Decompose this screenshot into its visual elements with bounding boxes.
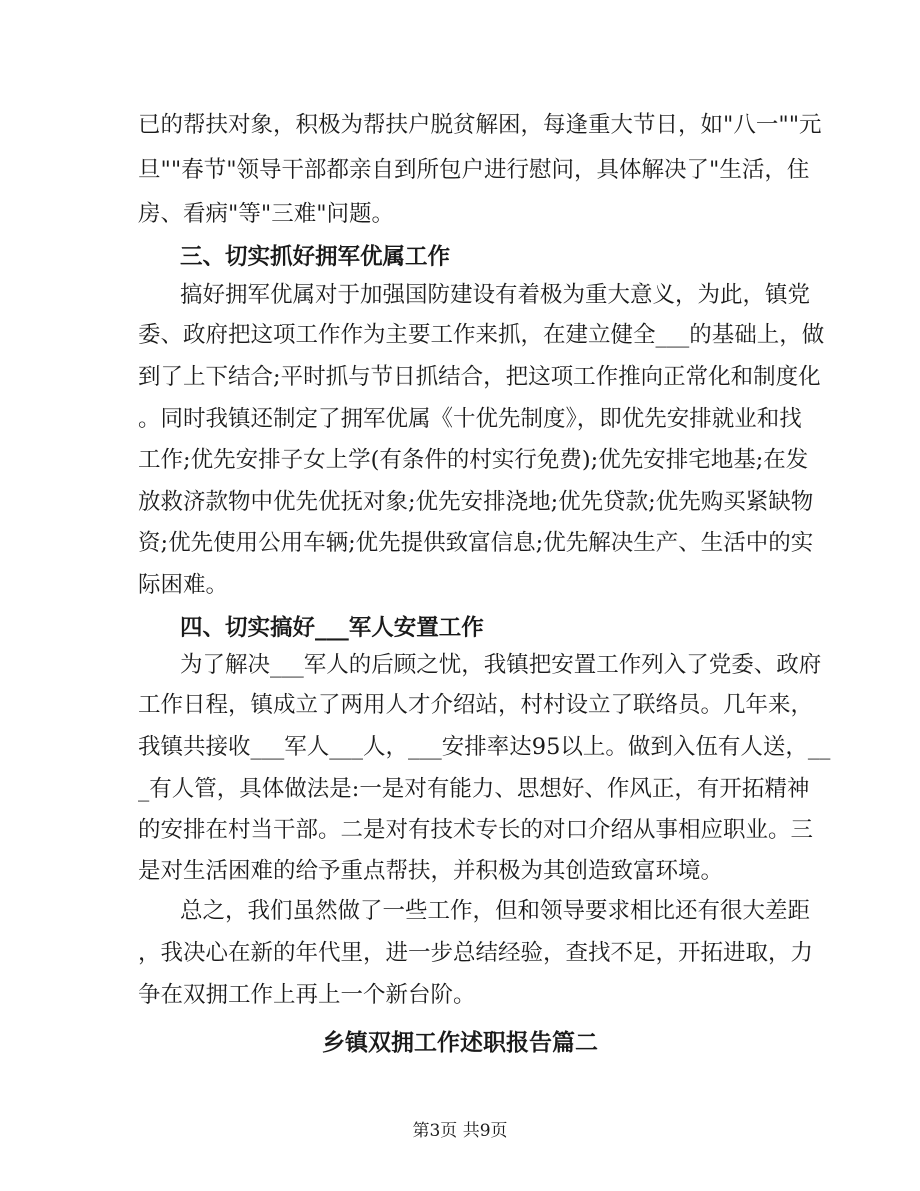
paragraph-line: 的安排在村当干部。二是对有技术专长的对口介绍从事相应职业。三: [138, 817, 814, 843]
paragraph-line: 工作日程，镇成立了两用人才介绍站，村村设立了联络员。几年来，: [138, 692, 814, 718]
page-number-footer: 第3页 共9页: [412, 1121, 508, 1141]
paragraph-line: 我镇共接收___军人___人，___安排率达95以上。做到入伍有人送，__: [138, 734, 831, 760]
paragraph-line: 已的帮扶对象，积极为帮扶户脱贫解困，每逢重大节日，如"八一""元: [138, 112, 822, 138]
next-section-title: 乡镇双拥工作述职报告篇二: [322, 1029, 598, 1056]
paragraph-line: 是对生活困难的给予重点帮扶，并积极为其创造致富环境。: [138, 858, 724, 884]
paragraph-line: 总之，我们虽然做了一些工作，但和领导要求相比还有很大差距: [180, 898, 811, 924]
paragraph-line: 旦""春节"领导干部都亲自到所包户进行慰问，具体解决了"生活，住: [138, 157, 810, 183]
paragraph-line: 委、政府把这项工作作为主要工作来抓，在建立健全___的基础上，做: [138, 322, 825, 348]
paragraph-line: 资;优先使用公用车辆;优先提供致富信息;优先解决生产、生活中的实: [138, 530, 814, 556]
paragraph-line: ，我决心在新的年代里，进一步总结经验，查找不足，开拓进取，力: [138, 940, 814, 966]
paragraph-line: 为了解决___军人的后顾之忧，我镇把安置工作列入了党委、政府: [180, 652, 822, 678]
paragraph-line: 际困难。: [138, 572, 229, 598]
section-heading: 三、切实抓好拥军优属工作: [180, 244, 451, 270]
paragraph-line: 。同时我镇还制定了拥军优属《十优先制度》，即优先安排就业和找: [138, 406, 802, 432]
section-heading: 四、切实搞好___军人安置工作: [180, 615, 484, 641]
paragraph-line: 到了上下结合;平时抓与节日抓结合，把这项工作推向正常化和制度化: [138, 364, 821, 390]
paragraph-line: 搞好拥军优属对于加强国防建设有着极为重大意义，为此，镇党: [180, 282, 811, 308]
paragraph-line: _有人管，具体做法是:一是对有能力、思想好、作风正，有开拓精神: [138, 776, 810, 802]
paragraph-line: 工作;优先安排子女上学(有条件的村实行免费);优先安排宅地基;在发: [138, 447, 809, 473]
paragraph-line: 房、看病"等"三难"问题。: [138, 201, 395, 227]
paragraph-line: 争在双拥工作上再上一个新台阶。: [138, 982, 476, 1008]
paragraph-line: 放救济款物中优先优抚对象;优先安排浇地;优先贷款;优先购买紧缺物: [138, 489, 814, 515]
